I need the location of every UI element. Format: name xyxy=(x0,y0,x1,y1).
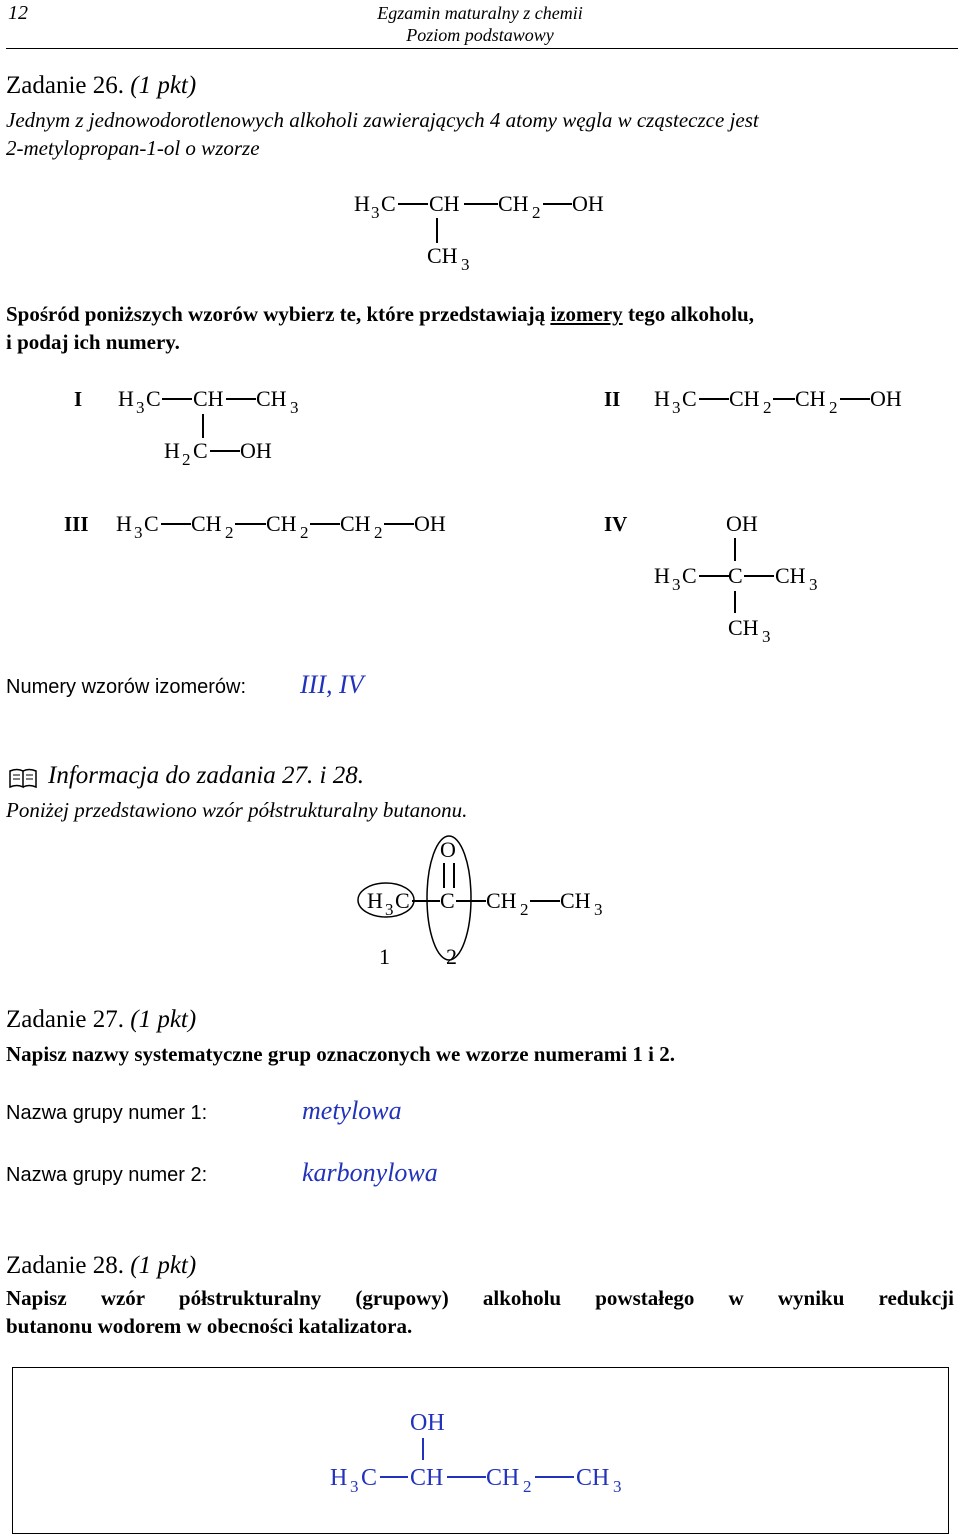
svg-text:H: H xyxy=(354,191,370,216)
formula-IV xyxy=(600,505,860,650)
svg-text:2: 2 xyxy=(520,900,529,919)
task27-points: (1 pkt) xyxy=(130,1006,197,1033)
svg-text:3: 3 xyxy=(613,1477,622,1496)
svg-text:3: 3 xyxy=(672,398,681,417)
svg-text:OH: OH xyxy=(870,386,902,411)
svg-text:CH: CH xyxy=(560,888,591,913)
info-text: Poniżej przedstawiono wzór półstrukturalny butanonu. xyxy=(6,798,468,822)
task27-group1-label: Nazwa grupy numer 1: xyxy=(6,1102,208,1124)
svg-text:CH: CH xyxy=(429,191,460,216)
task27-group2-answer: karbonylowa xyxy=(302,1158,438,1187)
svg-text:H: H xyxy=(118,386,134,411)
svg-text:2: 2 xyxy=(523,1477,532,1496)
book-icon xyxy=(8,766,40,790)
task27-heading xyxy=(6,1006,196,1034)
svg-text:2: 2 xyxy=(300,523,309,542)
svg-text:3: 3 xyxy=(134,523,143,542)
formula-I xyxy=(60,380,320,470)
task27-group1-answer: metylowa xyxy=(302,1096,402,1125)
header-divider xyxy=(6,48,958,49)
svg-text:CH: CH xyxy=(729,386,760,411)
svg-text:H: H xyxy=(164,438,180,463)
svg-text:C: C xyxy=(144,511,159,536)
svg-text:OH: OH xyxy=(414,511,446,536)
task26-title: Zadanie 26. xyxy=(6,72,125,99)
task27-instruction: Napisz nazwy systematyczne grup oznaczonych we wzorze numerami 1 i 2. xyxy=(6,1042,675,1066)
svg-text:3: 3 xyxy=(809,575,818,594)
task26-instruction-before: Spośród poniższych wzorów wybierz te, które przedstawiają xyxy=(6,302,551,326)
svg-text:C: C xyxy=(440,888,455,913)
svg-text:2: 2 xyxy=(374,523,383,542)
svg-text:3: 3 xyxy=(385,900,394,919)
svg-text:3: 3 xyxy=(672,575,681,594)
svg-text:2: 2 xyxy=(182,450,191,469)
svg-text:OH: OH xyxy=(726,511,758,536)
task28-instruction-line2: butanonu wodorem w obecności katalizatora. xyxy=(6,1314,413,1338)
svg-text:CH: CH xyxy=(266,511,297,536)
task28-heading xyxy=(6,1252,196,1280)
header-title-line1: Egzamin maturalny z chemii xyxy=(377,3,583,23)
svg-text:3: 3 xyxy=(290,398,299,417)
formula-2-methylpropan-1-ol xyxy=(340,185,640,275)
task28-instruction-line1: Napisz wzór półstrukturalny (grupowy) alkoholu powstałego w wyniku redukcji xyxy=(6,1286,954,1310)
task26-answer-value: III, IV xyxy=(300,670,364,699)
task26-instruction-line1 xyxy=(6,302,956,327)
svg-text:CH: CH xyxy=(576,1465,610,1491)
task26-instruction-after: tego alkoholu, xyxy=(622,302,754,326)
formula-III-label: III xyxy=(64,512,89,536)
svg-text:H: H xyxy=(654,386,670,411)
formula-II-label: II xyxy=(604,387,621,411)
svg-text:2: 2 xyxy=(763,398,772,417)
svg-text:OH: OH xyxy=(410,1410,445,1436)
formula-I-label: I xyxy=(74,387,83,411)
svg-text:H: H xyxy=(116,511,132,536)
task27-title: Zadanie 27. xyxy=(6,1006,125,1033)
task26-points: (1 pkt) xyxy=(130,72,197,99)
svg-text:C: C xyxy=(682,563,697,588)
svg-text:C: C xyxy=(395,888,410,913)
task27-group2-label: Nazwa grupy numer 2: xyxy=(6,1164,208,1186)
svg-text:3: 3 xyxy=(762,627,771,646)
header-title-line2: Poziom podstawowy xyxy=(406,25,554,45)
group-number-1: 1 xyxy=(379,944,390,969)
svg-text:CH: CH xyxy=(427,243,458,268)
task26-instruction-line2: i podaj ich numery. xyxy=(6,330,180,354)
svg-text:H: H xyxy=(367,888,383,913)
formula-IV-label: IV xyxy=(604,512,628,536)
task26-heading xyxy=(6,72,196,100)
page-number: 12 xyxy=(8,2,28,24)
formula-III xyxy=(60,505,460,545)
task26-intro-line2: 2-metylopropan-1-ol o wzorze xyxy=(6,136,260,160)
svg-text:C: C xyxy=(193,438,208,463)
svg-text:CH: CH xyxy=(193,386,224,411)
svg-text:H: H xyxy=(330,1465,348,1491)
svg-text:CH: CH xyxy=(728,615,759,640)
svg-text:CH: CH xyxy=(410,1465,444,1491)
svg-text:3: 3 xyxy=(371,203,380,222)
svg-text:CH: CH xyxy=(340,511,371,536)
formula-II xyxy=(600,380,920,420)
task28-title: Zadanie 28. xyxy=(6,1252,125,1279)
svg-text:3: 3 xyxy=(594,900,603,919)
info-heading: Informacja do zadania 27. i 28. xyxy=(48,762,364,789)
formula-butan-2-ol xyxy=(320,1400,660,1500)
svg-text:H: H xyxy=(654,563,670,588)
svg-text:2: 2 xyxy=(829,398,838,417)
svg-text:C: C xyxy=(728,563,743,588)
svg-text:CH: CH xyxy=(191,511,222,536)
group-number-2: 2 xyxy=(446,944,457,969)
task26-intro-line1: Jednym z jednowodorotlenowych alkoholi zawierających 4 atomy węgla w cząsteczce jest xyxy=(6,108,759,132)
svg-text:CH: CH xyxy=(795,386,826,411)
svg-text:3: 3 xyxy=(136,398,145,417)
task26-instruction-underlined: izomery xyxy=(550,302,623,326)
svg-text:C: C xyxy=(361,1465,378,1491)
svg-text:3: 3 xyxy=(350,1477,359,1496)
svg-text:OH: OH xyxy=(240,438,272,463)
svg-text:CH: CH xyxy=(498,191,529,216)
svg-text:OH: OH xyxy=(572,191,604,216)
svg-text:CH: CH xyxy=(775,563,806,588)
svg-text:3: 3 xyxy=(461,255,470,274)
svg-text:O: O xyxy=(440,837,456,862)
task28-points: (1 pkt) xyxy=(130,1252,197,1279)
svg-text:C: C xyxy=(381,191,396,216)
page-header-title xyxy=(0,2,960,46)
svg-text:C: C xyxy=(682,386,697,411)
svg-text:2: 2 xyxy=(532,203,541,222)
task26-answer-label: Numery wzorów izomerów: xyxy=(6,676,247,698)
svg-text:CH: CH xyxy=(256,386,287,411)
formula-butanone xyxy=(340,830,640,975)
svg-text:2: 2 xyxy=(225,523,234,542)
svg-text:CH: CH xyxy=(486,888,517,913)
svg-text:C: C xyxy=(146,386,161,411)
svg-text:CH: CH xyxy=(486,1465,520,1491)
